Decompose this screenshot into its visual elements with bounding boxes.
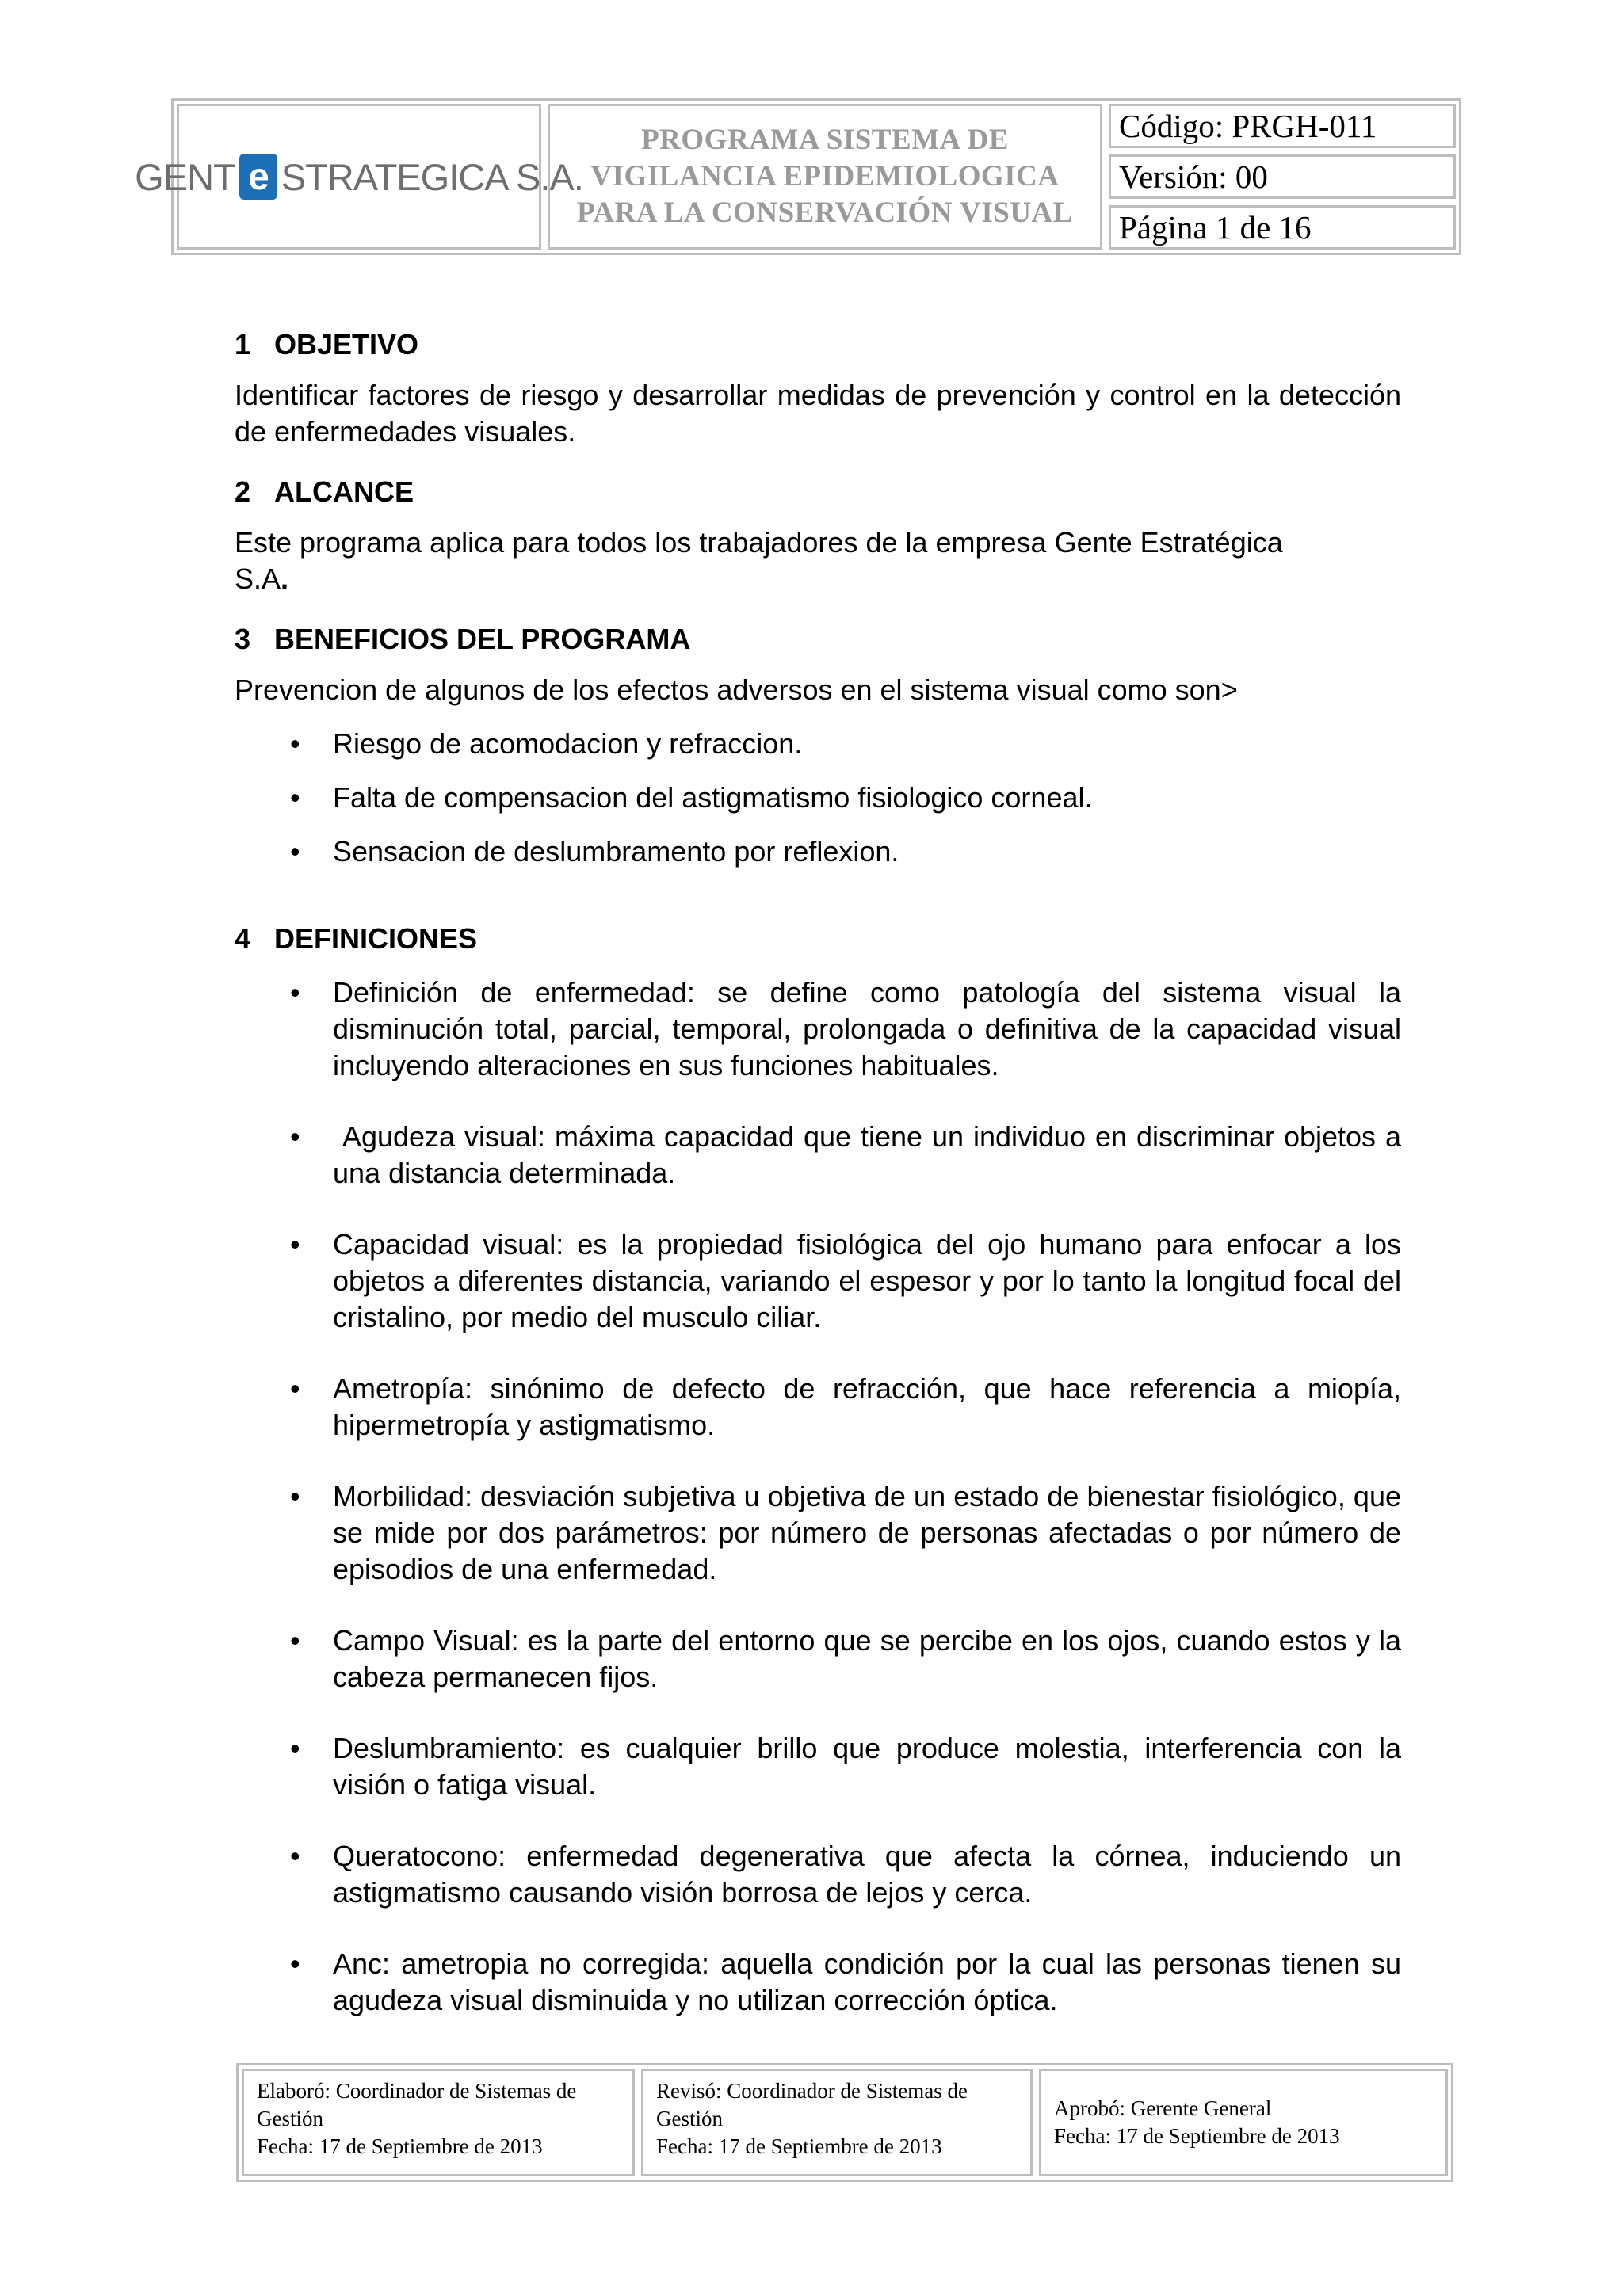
footer-line: Gestión [656,2107,723,2130]
bullet-icon: • [290,835,300,868]
footer-line: Elaboró: Coordinador de Sistemas de [257,2079,577,2103]
list-item-text: Queratocono: enfermedad degenerativa que afecta la córnea, induciendo un astigmatismo causando visión borrosa de lejos y cerca. [333,1840,1401,1909]
list-item-text: Morbilidad: desviación subjetiva u objetiva de un estado de bienestar fisiológico, que se mide por dos parámetros: por número de personas afectadas o por número de episodios de una enfermedad. [333,1480,1401,1585]
list-item-text: Anc: ametropia no corregida: aquella condición por la cual las personas tienen su agudeza visual disminuida y no utilizan corrección óptica. [333,1947,1401,2016]
list-item [235,780,1401,816]
list-item-text: Campo Visual: es la parte del entorno que se percibe en los ojos, cuando estos y la cabeza permanecen fijos. [333,1624,1401,1693]
section-heading-objetivo [235,326,1401,363]
logo-e-mark-icon [238,152,279,201]
list-item [235,974,1401,1084]
paragraph-objetivo: Identificar factores de riesgo y desarrollar medidas de prevención y control en la detección de enfermedades visuales. [235,379,1401,448]
company-logo [135,152,583,201]
document-meta [1109,104,1456,250]
bullet-icon: • [290,1840,300,1872]
bullet-icon: • [290,976,300,1009]
bullet-icon: • [290,781,300,814]
footer-reviso [641,2069,1033,2176]
list-item [235,1119,1409,1192]
footer-line: Fecha: 17 de Septiembre de 2013 [257,2134,543,2158]
list-item-text: Riesgo de acomodacion y refraccion. [333,727,803,760]
document-version: Versión: 00 [1109,154,1456,199]
section-number: 3 [235,623,251,655]
bullet-icon: • [290,1732,300,1764]
title-line: PROGRAMA SISTEMA DE [641,124,1009,156]
footer-line: Gestión [257,2107,323,2130]
section-number: 1 [235,328,251,360]
list-item [235,1478,1401,1588]
footer-line: Fecha: 17 de Septiembre de 2013 [1054,2124,1340,2148]
bullet-icon: • [290,1372,300,1405]
footer-aprobo [1039,2069,1448,2176]
bullet-icon: • [290,727,300,760]
list-item [235,1226,1401,1336]
title-line: PARA LA CONSERVACIÓN VISUAL [577,196,1073,229]
section-number: 2 [235,475,251,508]
section-title: DEFINICIONES [274,922,478,955]
title-cell [548,104,1102,250]
list-item-text: Deslumbramiento: es cualquier brillo que produce molestia, interferencia con la visión o fatiga visual. [333,1732,1401,1801]
list-item-text: Definición de enfermedad: se define como patología del sistema visual la disminución total, parcial, temporal, prolongada o definitiva de la capacidad visual incluyendo alteraciones en sus funciones habituales. [333,976,1401,1081]
bullet-icon: • [290,1120,300,1153]
logo-text-right: STRATEGICA S.A. [281,155,583,198]
list-item-text: Sensacion de deslumbramento por reflexion. [333,835,899,868]
section-heading-definiciones [235,921,1401,957]
bullet-icon: • [290,1624,300,1657]
footer-line: Fecha: 17 de Septiembre de 2013 [656,2134,942,2158]
paragraph-line [235,561,1401,597]
list-item [235,1946,1401,2019]
logo-text-left: GENT [135,155,235,198]
page-number: Página 1 de 16 [1109,205,1456,250]
footer-line: Aprobó: Gerente General [1054,2096,1272,2120]
bold-period: . [281,563,289,595]
list-item-text: Capacidad visual: es la propiedad fisiológica del ojo humano para enfocar a los objetos a diferentes distancia, variando el espesor y por lo tanto la longitud focal del cristalino, por medio del musculo ciliar. [333,1228,1401,1333]
logo-cell [135,104,583,250]
list-item [235,1730,1401,1803]
list-item-text: Falta de compensacion del astigmatismo fisiologico corneal. [333,781,1093,814]
list-item [235,726,1401,762]
document-title [577,122,1073,231]
text-span: S.A [235,563,281,595]
definitions-list [235,974,1409,2019]
section-title: OBJETIVO [274,328,419,360]
list-item-text: Agudeza visual: máxima capacidad que tiene un individuo en discriminar objetos a una distancia determinada. [333,1120,1409,1189]
list-item-text: Ametropía: sinónimo de defecto de refracción, que hace referencia a miopía, hipermetropía y astigmatismo. [333,1372,1401,1441]
bullet-icon: • [290,1480,300,1512]
list-item [235,833,1401,870]
paragraph-line: Este programa aplica para todos los trabajadores de la empresa Gente Estratégica [235,526,1283,559]
paragraph-alcance [235,524,1401,597]
title-line: VIGILANCIA EPIDEMIOLOGICA [590,160,1060,193]
bullet-icon: • [290,1947,300,1980]
benefits-list [235,726,1401,870]
section-title: ALCANCE [274,475,414,508]
footer-elaboro [242,2069,635,2176]
footer-line: Revisó: Coordinador de Sistemas de [656,2079,968,2103]
document-footer [236,2063,1453,2182]
section-heading-alcance [235,474,1401,510]
list-item [235,1371,1401,1444]
document-body [235,326,1409,2019]
document-code: Código: PRGH-011 [1109,104,1456,148]
list-item [235,1623,1401,1695]
section-heading-beneficios [235,621,1401,658]
paragraph-beneficios: Prevencion de algunos de los efectos adversos en el sistema visual como son> [235,673,1238,706]
bullet-icon: • [290,1228,300,1261]
svg-text:e: e [247,156,269,198]
document-header [135,98,1461,255]
section-title: BENEFICIOS DEL PROGRAMA [274,623,691,655]
section-number: 4 [235,922,251,955]
list-item [235,1838,1401,1911]
